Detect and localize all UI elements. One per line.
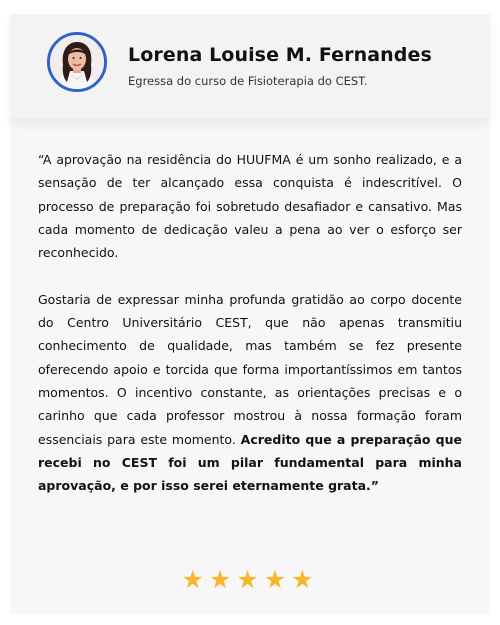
- star-icon: ★: [291, 565, 319, 594]
- avatar-portrait-icon: [50, 35, 104, 89]
- star-icon: ★: [236, 565, 264, 594]
- testimonial-paragraph-2-regular: Gostaria de expressar minha profunda gratidão ao corpo docente do Centro Universitário CEST, que não apenas transmitiu conhecimento de qualidade, mas também se fez presente oferecendo apoio e torcida que forma importantíssimos em tantos momentos. O incentivo constante, as orientações precisas e o carinho que cada professor mostrou à nossa formação foram essenciais para este momento.: [38, 291, 462, 447]
- star-icon: ★: [263, 565, 292, 594]
- author-role: Egressa do curso de Fisioterapia do CEST.: [128, 74, 368, 88]
- testimonial-paragraph-2-bold: Acredito que a preparação que recebi no CEST foi um pilar fundamental para minha aprovação, e por isso serei eternamente grata.”: [38, 431, 462, 494]
- avatar: [47, 32, 107, 92]
- star-icon: ★: [181, 565, 209, 594]
- testimonial-header: [10, 14, 490, 118]
- testimonial-paragraph-2: [38, 288, 462, 498]
- star-rating: [10, 565, 490, 595]
- testimonial-card: [10, 14, 490, 614]
- testimonial-text: [38, 148, 462, 497]
- star-icon: ★: [208, 565, 237, 594]
- author-name: Lorena Louise M. Fernandes: [128, 44, 432, 66]
- testimonial-paragraph-1: “A aprovação na residência do HUUFMA é um sonho realizado, e a sensação de ter alcançado essa conquista é indescritível. O processo de preparação foi sobretudo desafiador e cansativo. Mas cada momento de dedicação valeu a pena ao ver o esforço ser reconhecido.: [38, 152, 462, 261]
